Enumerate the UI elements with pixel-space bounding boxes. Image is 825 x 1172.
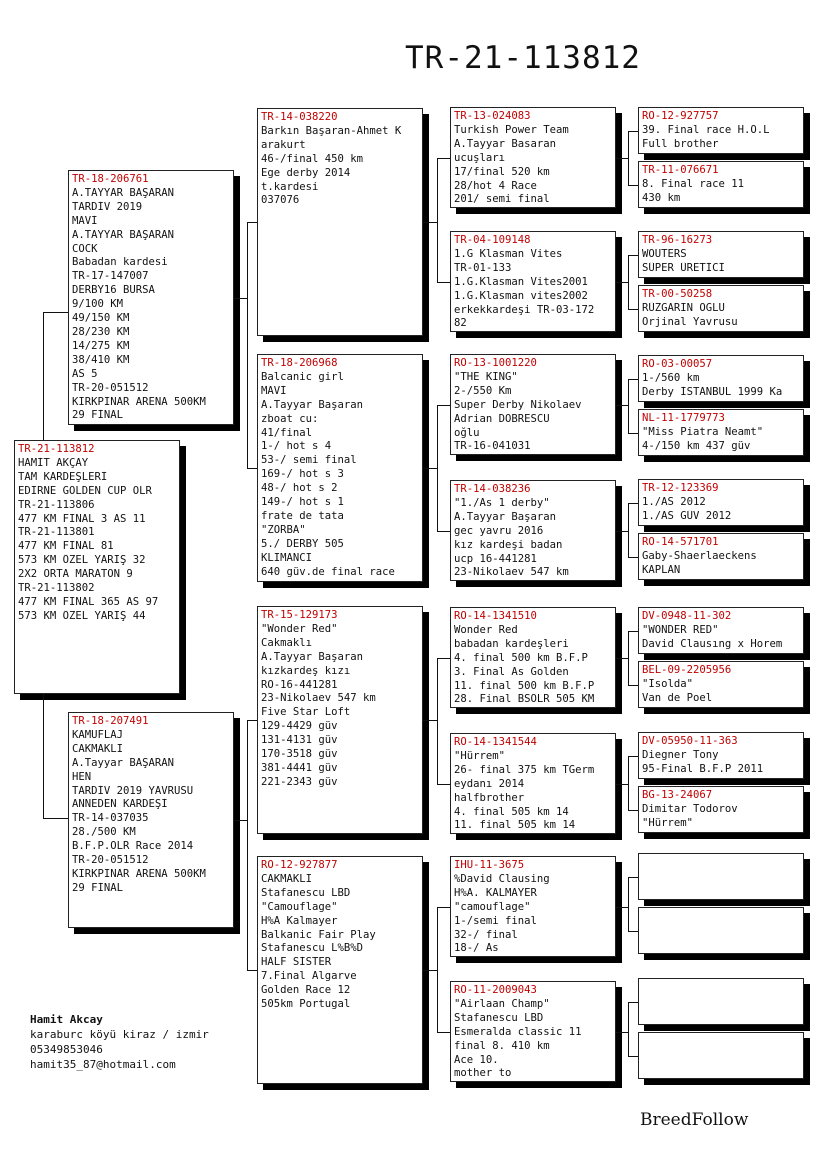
card-line: 1./AS GÜV 2012	[642, 509, 732, 522]
pedigree-card-sssd	[638, 161, 804, 208]
card-line: 221-2343 güv	[261, 775, 338, 788]
card-line: "camouflage"	[454, 900, 531, 913]
connector-line	[437, 158, 450, 159]
card-line: AS 5	[72, 367, 98, 380]
card-line: A.Tayyar Başaran	[454, 510, 557, 523]
card-line: TR-16-041031	[454, 440, 531, 453]
card-line: MAVİ	[72, 214, 98, 227]
pedigree-card-ddd	[450, 981, 616, 1082]
card-line: H%A. KALMAYER	[454, 886, 537, 899]
connector-line	[247, 720, 248, 971]
card-line: 49/150 KM	[72, 312, 130, 325]
card-line: 11. final 500 km B.F.P	[454, 679, 595, 692]
card-line: frate de tata	[261, 509, 344, 522]
card-line: "Isolda"	[642, 677, 694, 690]
connector-line	[628, 379, 638, 380]
pedigree-title: TR-21-113812	[405, 40, 641, 76]
ring-number: RO-12-927757	[642, 110, 719, 122]
card-line: kız kardeşi badan	[454, 538, 563, 551]
connector-line	[616, 158, 628, 159]
connector-line	[437, 158, 438, 283]
card-line: 48-/ hot s 2	[261, 482, 338, 495]
card-line: erkekkardeşi TR-03-172	[454, 303, 595, 316]
card-line: "Miss Piatra Neamt"	[642, 425, 764, 438]
card-line: Stafanescu L%B%D	[261, 942, 364, 955]
pedigree-card-sds	[450, 354, 616, 455]
card-line: 201/ semi final	[454, 193, 550, 206]
pedigree-card-sdd	[450, 480, 616, 581]
card-line: "THE KING"	[454, 370, 518, 383]
ring-number: DV-0948-11-302	[642, 610, 732, 622]
card-line: 169-/ hot s 3	[261, 468, 344, 481]
connector-line	[423, 970, 437, 971]
ring-number: TR-14-038236	[454, 483, 531, 495]
card-line: TR-01-133	[454, 261, 512, 274]
connector-line	[437, 282, 450, 283]
card-line: 95-Final B.F.P 2011	[642, 762, 764, 775]
connector-line	[234, 298, 247, 299]
card-line: 28./500 KM	[72, 826, 136, 839]
card-line: EDIRNE GOLDEN CUP OLR	[18, 484, 152, 497]
card-line: 4. final 500 km B.F.P	[454, 651, 588, 664]
card-line: Balkanic Fair Play	[261, 928, 376, 941]
card-line: 11. final 505 km 14	[454, 819, 576, 832]
card-line: 1-/560 km	[642, 371, 700, 384]
card-line: eydanı 2014	[454, 777, 525, 790]
ring-number: TR-18-206761	[72, 173, 149, 185]
card-line: A.Tayyar BAŞARAN	[72, 756, 175, 769]
card-line: 4. final 505 km 14	[454, 805, 569, 818]
card-line: 2-/550 Km	[454, 384, 512, 397]
card-line: 1-/semi final	[454, 914, 537, 927]
card-line: "Hürrem"	[642, 816, 694, 829]
card-line: 17/final 520 km	[454, 165, 550, 178]
card-line: 505km Portugal	[261, 998, 351, 1011]
card-line: ucuşları	[454, 151, 506, 164]
connector-line	[616, 784, 628, 785]
card-line: Balcanic girl	[261, 370, 344, 383]
card-line: TR-17-147007	[72, 270, 149, 283]
pedigree-card-sss	[450, 107, 616, 208]
card-line: A.TAYYAR BAŞARAN	[72, 228, 175, 241]
pedigree-card-dssd	[638, 661, 804, 708]
pedigree-card-ddss	[638, 853, 804, 900]
card-line: 1./AS 2012	[642, 495, 706, 508]
card-line: 430 km	[642, 191, 681, 204]
card-line: RÜZGARIN OGLU	[642, 301, 725, 314]
connector-line	[423, 720, 437, 721]
card-line: 41/final	[261, 426, 313, 439]
card-line: TARDİV 2019	[72, 200, 143, 213]
card-line: WOUTERS	[642, 247, 687, 260]
card-line: KIRKPINAR ARENA 500KM	[72, 867, 206, 880]
card-line: Ace 10.	[454, 1053, 499, 1066]
card-line: CAKMAKLI	[261, 872, 313, 885]
pedigree-card-sdds	[638, 479, 804, 526]
card-line: 170-3518 güv	[261, 748, 338, 761]
connector-line	[43, 694, 44, 819]
card-line: A.Tayyar Başaran	[261, 398, 364, 411]
card-line: 38/410 KM	[72, 353, 130, 366]
card-line: A.Tayyar Başaran	[261, 650, 364, 663]
ring-number: NL-11-1779773	[642, 412, 725, 424]
card-line: HALF SİSTER	[261, 956, 332, 969]
connector-line	[628, 557, 638, 558]
card-line: "1./As 1 derby"	[454, 496, 550, 509]
card-line: 82	[454, 317, 467, 330]
connector-line	[437, 907, 450, 908]
ring-number: TR-21-113812	[18, 443, 95, 455]
ring-number: TR-96-16273	[642, 234, 713, 246]
connector-line	[628, 810, 638, 811]
pedigree-card-dsdd	[638, 786, 804, 833]
connector-line	[437, 784, 450, 785]
connector-line	[628, 877, 638, 878]
card-line: TR-21-113806	[18, 498, 95, 511]
card-line: TR-20-051512	[72, 854, 149, 867]
pedigree-card-sire	[68, 170, 234, 425]
connector-line	[628, 433, 638, 434]
card-line: A.TAYYAR BAŞARAN	[72, 186, 175, 199]
card-line: Wonder Red	[454, 623, 518, 636]
card-line: 381-4441 güv	[261, 761, 338, 774]
card-line: ucp 16-441281	[454, 552, 537, 565]
pedigree-card-ss	[257, 108, 423, 336]
ring-number: RO-14-571701	[642, 536, 719, 548]
card-line: 037076	[261, 194, 300, 207]
connector-line	[628, 1002, 638, 1003]
connector-line	[616, 907, 628, 908]
card-line: 53-/ semi final	[261, 454, 357, 467]
card-line: 477 KM FINAL 3 AS 11	[18, 512, 146, 525]
card-line: 29 FİNAL	[72, 409, 124, 422]
card-line: David Clausıng x Horem	[642, 637, 783, 650]
card-line: 8. Final race 11	[642, 177, 745, 190]
card-line: HEN	[72, 770, 92, 783]
card-line: 26- final 375 km TGerm	[454, 763, 595, 776]
owner-phone: 05349853046	[30, 1043, 103, 1056]
card-line: 477 KM FINAL 81	[18, 540, 114, 553]
pedigree-card-dds	[450, 856, 616, 957]
card-line: 129-4429 güv	[261, 720, 338, 733]
card-line: MAVİ	[261, 384, 287, 397]
card-line: Esmeralda classic 11	[454, 1025, 582, 1038]
card-line: KLIMANCI	[261, 551, 313, 564]
ring-number: TR-00-50258	[642, 288, 713, 300]
card-line: 32-/ final	[454, 928, 518, 941]
card-line: 1.G.Klasman vites2002	[454, 289, 588, 302]
connector-line	[437, 531, 450, 532]
connector-line	[628, 1056, 638, 1057]
connector-line	[247, 720, 257, 721]
card-line: Babadan kardesi	[72, 256, 168, 269]
card-line: "Airlaan Champ"	[454, 997, 550, 1010]
ring-number: RO-14-1341544	[454, 736, 537, 748]
pedigree-card-sd	[257, 354, 423, 582]
connector-line	[616, 658, 628, 659]
brand-logo: BreedFollow	[640, 1110, 749, 1130]
card-line: HAMİT AKÇAY	[18, 456, 89, 469]
card-line: 477 KM FINAL 365 AS 97	[18, 595, 159, 608]
card-line: 29 FİNAL	[72, 881, 124, 894]
card-line: "Camouflage"	[261, 900, 338, 913]
connector-line	[628, 185, 638, 186]
ring-number: TR-11-076671	[642, 164, 719, 176]
pedigree-card-sdsd	[638, 409, 804, 456]
card-line: Stafanescu LBD	[261, 886, 351, 899]
ring-number: TR-12-123369	[642, 482, 719, 494]
card-line: 23-Nikolaev 547 km	[454, 566, 569, 579]
ring-number: TR-04-109148	[454, 234, 531, 246]
card-line: Super Derby Nikolaev	[454, 398, 582, 411]
pedigree-card-sddd	[638, 533, 804, 580]
ring-number: RO-12-927877	[261, 859, 338, 871]
connector-line	[628, 131, 629, 186]
connector-line	[43, 312, 44, 440]
card-line: KAPLAN	[642, 563, 681, 576]
connector-line	[43, 312, 68, 313]
connector-line	[616, 531, 628, 532]
card-line: 7.Final Algarve	[261, 970, 357, 983]
card-line: Van de Poel	[642, 691, 713, 704]
owner-address: karaburc köyü kiraz / izmir	[30, 1028, 209, 1041]
connector-line	[423, 468, 437, 469]
card-line: 18-/ As	[454, 942, 499, 955]
pedigree-card-ds	[257, 606, 423, 834]
connector-line	[628, 877, 629, 932]
owner-info	[30, 1012, 209, 1072]
owner-name: Hamit Akcay	[30, 1013, 103, 1026]
pedigree-card-subject	[14, 440, 180, 694]
card-line: "WONDER RED"	[642, 623, 719, 636]
connector-line	[628, 255, 629, 310]
pedigree-card-ddsd	[638, 907, 804, 954]
connector-line	[247, 970, 257, 971]
card-line: 4-/150 km 437 güv	[642, 439, 751, 452]
card-line: 28. Final BSOLR 505 KM	[454, 693, 595, 706]
card-line: 573 KM ÖZEL YARIŞ 44	[18, 609, 146, 622]
pedigree-card-dss	[450, 607, 616, 708]
ring-number: RO-11-2009043	[454, 984, 537, 996]
card-line: Adrian DOBRESCU	[454, 412, 550, 425]
card-line: Full brother	[642, 137, 719, 150]
ring-number: TR-13-024083	[454, 110, 531, 122]
card-line: KAMUFLAJ	[72, 728, 124, 741]
card-line: oğlu	[454, 426, 480, 439]
card-line: TAM KARDEŞLERİ	[18, 470, 108, 483]
card-line: "Hürrem"	[454, 749, 506, 762]
card-line: Dimitar Todorov	[642, 802, 738, 815]
ring-number: RO-03-00057	[642, 358, 713, 370]
card-line: Diegner Tony	[642, 748, 719, 761]
card-line: Gaby-Shaerlaeckens	[642, 549, 757, 562]
owner-email: hamit35_87@hotmail.com	[30, 1058, 176, 1071]
card-line: Orjinal Yavrusu	[642, 315, 738, 328]
pedigree-card-ssdd	[638, 285, 804, 332]
ring-number: TR-15-129173	[261, 609, 338, 621]
card-line: 1-/ hot s 4	[261, 440, 332, 453]
card-line: 5./ DERBY 505	[261, 537, 344, 550]
connector-line	[616, 282, 628, 283]
card-line: SÜPER ÜRETİCİ	[642, 261, 725, 274]
connector-line	[628, 631, 629, 686]
card-line: 640 güv.de final race	[261, 565, 395, 578]
ring-number: DV-05950-11-363	[642, 735, 738, 747]
connector-line	[437, 907, 438, 1033]
card-line: TR-21-113801	[18, 526, 95, 539]
card-line: 14/275 KM	[72, 339, 130, 352]
card-line: 131-4131 güv	[261, 734, 338, 747]
ring-number: BEL-09-2205956	[642, 664, 732, 676]
card-line: "Wonder Red"	[261, 622, 338, 635]
card-line: Golden Race 12	[261, 984, 351, 997]
card-line: ANNEDEN KARDEŞİ	[72, 798, 168, 811]
card-line: Turkish Power Team	[454, 123, 569, 136]
card-line: 2X2 ORTA MARATON 9	[18, 568, 133, 581]
card-line: 46-/final 450 km	[261, 152, 364, 165]
connector-line	[628, 503, 638, 504]
pedigree-card-ssd	[450, 231, 616, 332]
connector-line	[247, 222, 257, 223]
card-line: Stafanescu LBD	[454, 1011, 544, 1024]
connector-line	[628, 685, 638, 686]
connector-line	[628, 309, 638, 310]
card-line: zboat cu:	[261, 412, 319, 425]
connector-line	[247, 222, 248, 469]
card-line: DERBY16 BURSA	[72, 284, 155, 297]
connector-line	[628, 379, 629, 434]
connector-line	[616, 1032, 628, 1033]
card-line: TR-20-051512	[72, 381, 149, 394]
card-line: gec yavru 2016	[454, 524, 544, 537]
card-line: Barkın Başaran-Ahmet K	[261, 124, 402, 137]
card-line: "ZORBA"	[261, 523, 306, 536]
connector-line	[437, 405, 438, 532]
card-line: A.Tayyar Basaran	[454, 137, 557, 150]
card-line: TR-14-037035	[72, 812, 149, 825]
card-line: arakurt	[261, 138, 306, 151]
pedigree-card-ssss	[638, 107, 804, 154]
pedigree-card-dsds	[638, 732, 804, 779]
card-line: COCK	[72, 242, 98, 255]
ring-number: IHU-11-3675	[454, 859, 525, 871]
card-line: 9/100 KM	[72, 298, 124, 311]
card-line: Cakmaklı	[261, 636, 313, 649]
connector-line	[437, 658, 450, 659]
card-line: Ege derby 2014	[261, 166, 351, 179]
ring-number: BG-13-24067	[642, 789, 713, 801]
card-line: babadan kardeşleri	[454, 637, 569, 650]
pedigree-card-sdss	[638, 355, 804, 402]
card-line: 1.G.Klasman Vites2001	[454, 275, 588, 288]
connector-line	[423, 222, 437, 223]
connector-line	[628, 131, 638, 132]
connector-line	[628, 931, 638, 932]
card-line: RO-16-441281	[261, 678, 338, 691]
card-line: mother to	[454, 1067, 512, 1080]
card-line: Derby İSTANBUL 1999 Ka	[642, 385, 783, 398]
pedigree-card-ssds	[638, 231, 804, 278]
card-line: CAKMAKLI	[72, 742, 124, 755]
card-line: 23-Nikolaev 547 km	[261, 692, 376, 705]
connector-line	[616, 405, 628, 406]
ring-number: TR-14-038220	[261, 111, 338, 123]
ring-number: RO-13-1001220	[454, 357, 537, 369]
card-line: H%A Kalmayer	[261, 914, 338, 927]
card-line: 1.G Klasman Vites	[454, 247, 563, 260]
pedigree-card-ddds	[638, 978, 804, 1025]
card-line: 39. Final race H.O.L	[642, 123, 770, 136]
card-line: %David Clausing	[454, 872, 550, 885]
connector-line	[43, 818, 68, 819]
connector-line	[628, 503, 629, 558]
pedigree-card-dam	[68, 712, 234, 928]
card-line: Five Star Loft	[261, 706, 351, 719]
pedigree-card-dddd	[638, 1032, 804, 1079]
connector-line	[437, 658, 438, 785]
card-line: KIRKPINAR ARENA 500KM	[72, 395, 206, 408]
card-line: TR-21-113802	[18, 582, 95, 595]
ring-number: RO-14-1341510	[454, 610, 537, 622]
card-line: t.kardesi	[261, 180, 319, 193]
connector-line	[437, 405, 450, 406]
connector-line	[628, 255, 638, 256]
connector-line	[628, 756, 638, 757]
card-line: 3. Final As Golden	[454, 665, 569, 678]
card-line: 28/hot 4 Race	[454, 179, 537, 192]
card-line: 573 KM ÖZEL YARIŞ 32	[18, 554, 146, 567]
ring-number: TR-18-206968	[261, 357, 338, 369]
connector-line	[628, 756, 629, 811]
connector-line	[628, 1002, 629, 1057]
connector-line	[247, 468, 257, 469]
pedigree-card-dd	[257, 856, 423, 1084]
card-line: halfbrother	[454, 791, 525, 804]
connector-line	[234, 820, 247, 821]
card-line: final 8. 410 km	[454, 1039, 550, 1052]
pedigree-card-dsss	[638, 607, 804, 654]
card-line: kızkardeş kızı	[261, 664, 351, 677]
connector-line	[437, 1032, 450, 1033]
pedigree-card-dsd	[450, 733, 616, 834]
card-line: 149-/ hot s 1	[261, 496, 344, 509]
card-line: TARDİV 2019 YAVRUSU	[72, 784, 194, 797]
ring-number: TR-18-207491	[72, 715, 149, 727]
card-line: B.F.P.OLR Race 2014	[72, 840, 194, 853]
card-line: 28/230 KM	[72, 325, 130, 338]
connector-line	[628, 631, 638, 632]
